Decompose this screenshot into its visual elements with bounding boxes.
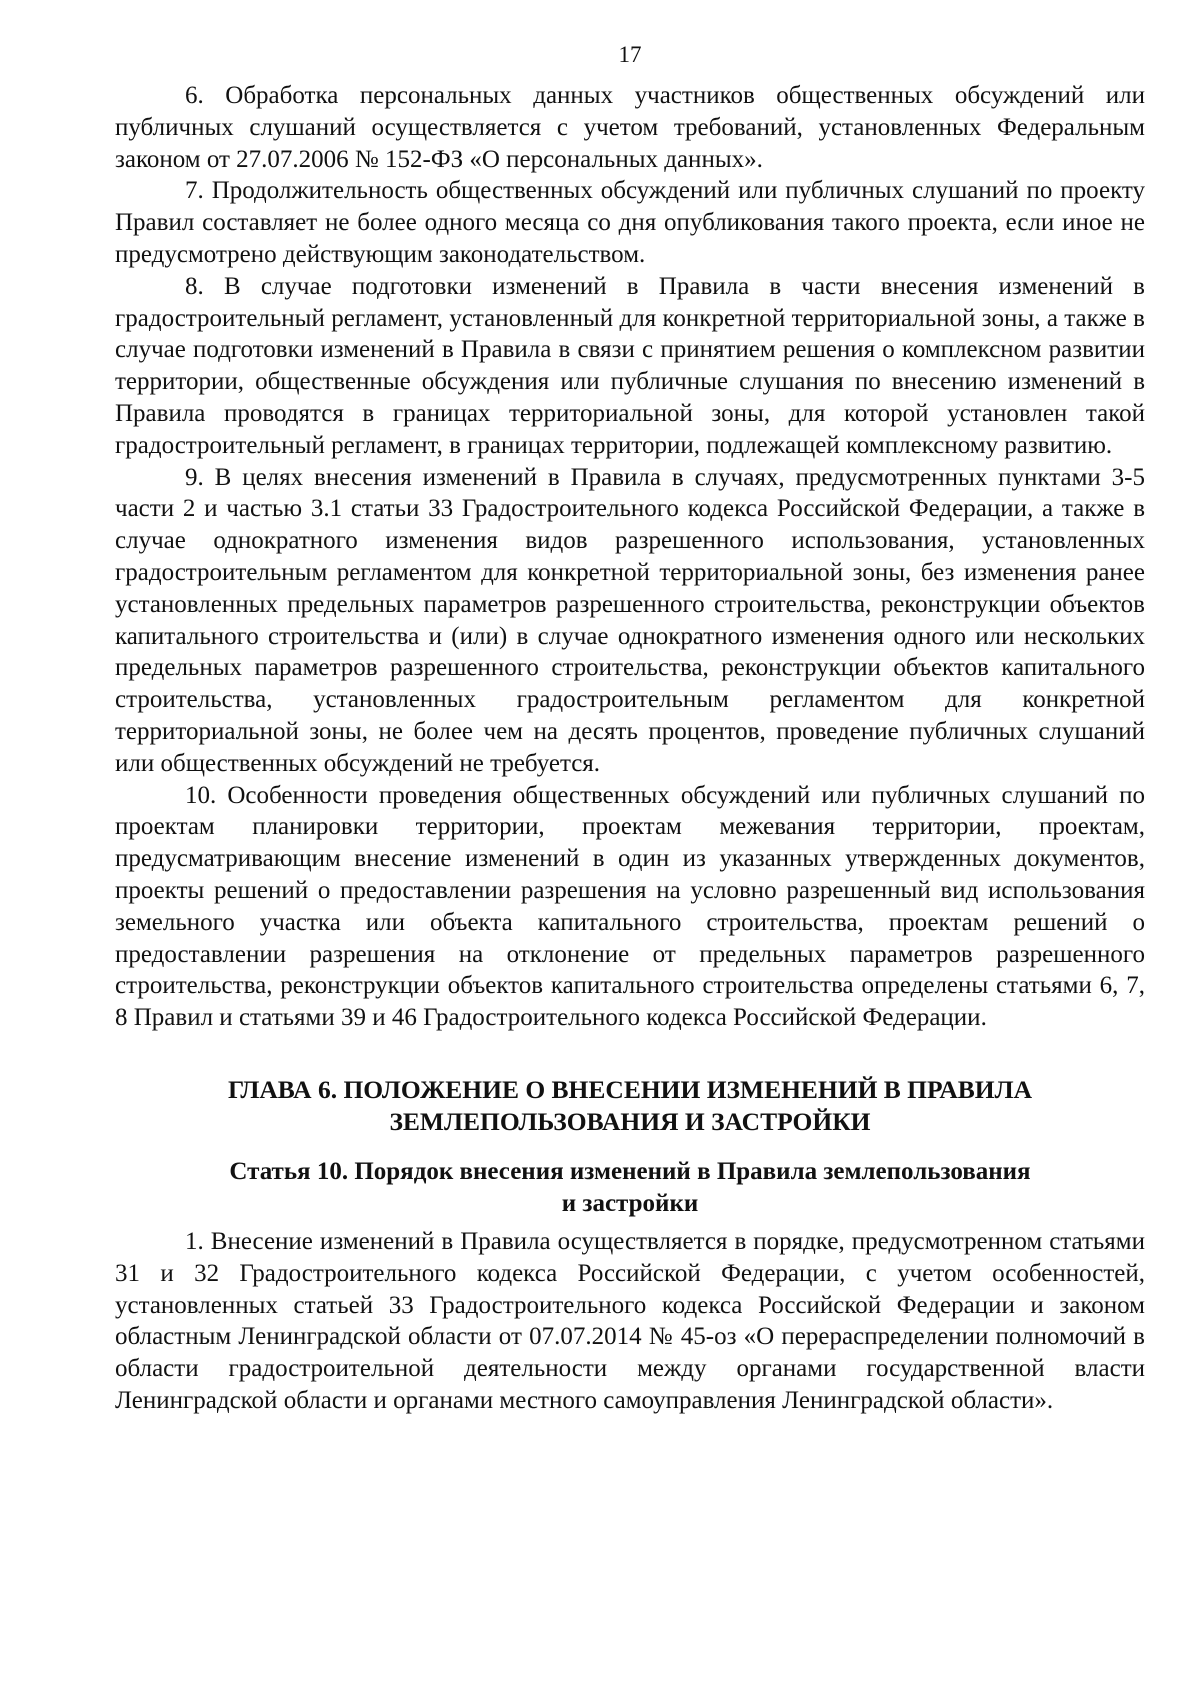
article-title-line-1: Статья 10. Порядок внесения изменений в Правила землепользования bbox=[229, 1157, 1031, 1185]
paragraph-9: 9. В целях внесения изменений в Правила в случаях, предусмотренных пунктами 3-5 части 2 и частью 3.1 статьи 33 Градостроительного кодекса Российской Федерации, а также в случае однократного изменения видов разрешенного использования, установленных градостроительным регламентом для конкретной территориальной зоны, без изменения ранее установленных предельных параметров разрешенного строительства, реконструкции объектов капитального строительства и (или) в случае однократного изменения одного или нескольких предельных параметров разрешенного строительства, реконструкции объектов капитального строительства, установленных градостроительным регламентом для конкретной территориальной зоны, не более чем на десять процентов, проведение публичных слушаний или общественных обсуждений не требуется. bbox=[115, 463, 1145, 777]
page-number: 17 bbox=[618, 42, 642, 67]
paragraph-8: 8. В случае подготовки изменений в Правила в части внесения изменений в градостроительный регламент, установленный для конкретной территориальной зоны, а также в случае подготовки изменений в Правила в связи с принятием решения о комплексном развитии территории, общественные обсуждения или публичные слушания по внесению изменений в Правила проводятся в границах территориальной зоны, для которой установлен такой градостроительный регламент, в границах территории, подлежащей комплексному развитию. bbox=[115, 272, 1145, 459]
chapter-title bbox=[115, 1074, 1145, 1138]
article-title-line-2: и застройки bbox=[561, 1189, 699, 1217]
article-10-paragraph-1: 1. Внесение изменений в Правила осуществляется в порядке, предусмотренном статьями 31 и 32 Градостроительного кодекса Российской Федерации, с учетом особенностей, установленных статьей 33 Градостроительного кодекса Российской Федерации и законом областным Ленинградской области от 07.07.2014 № 45-оз «О перераспределении полномочий в области градостроительной деятельности между органами государственной власти Ленинградской области и органами местного самоуправления Ленинградской области». bbox=[115, 1227, 1145, 1414]
chapter-title-line-1: ГЛАВА 6. ПОЛОЖЕНИЕ О ВНЕСЕНИИ ИЗМЕНЕНИЙ В ПРАВИЛА bbox=[227, 1074, 1033, 1104]
paragraph-7: 7. Продолжительность общественных обсуждений или публичных слушаний по проекту Правил составляет не более одного месяца со дня опубликования такого проекта, если иное не предусмотрено действующим законодательством. bbox=[115, 177, 1145, 268]
chapter-title-line-2: ЗЕМЛЕПОЛЬЗОВАНИЯ И ЗАСТРОЙКИ bbox=[389, 1106, 871, 1136]
document-page bbox=[115, 40, 1145, 1417]
paragraph-10: 10. Особенности проведения общественных обсуждений или публичных слушаний по проектам планировки территории, проектам межевания территории, проектам, предусматривающим внесение изменений в один из указанных утвержденных документов, проекты решений о предоставлении разрешения на условно разрешенный вид использования земельного участка или объекта капитального строительства, проектам решений о предоставлении разрешения на отклонение от предельных параметров разрешенного строительства, реконструкции объектов капитального строительства определены статьями 6, 7, 8 Правил и статьями 39 и 46 Градостроительного кодекса Российской Федерации. bbox=[115, 781, 1145, 1032]
article-title bbox=[115, 1156, 1145, 1220]
paragraph-6: 6. Обработка персональных данных участников общественных обсуждений или публичных слушаний осуществляется с учетом требований, установленных Федеральным законом от 27.07.2006 № 152-ФЗ «О персональных данных». bbox=[115, 82, 1145, 173]
